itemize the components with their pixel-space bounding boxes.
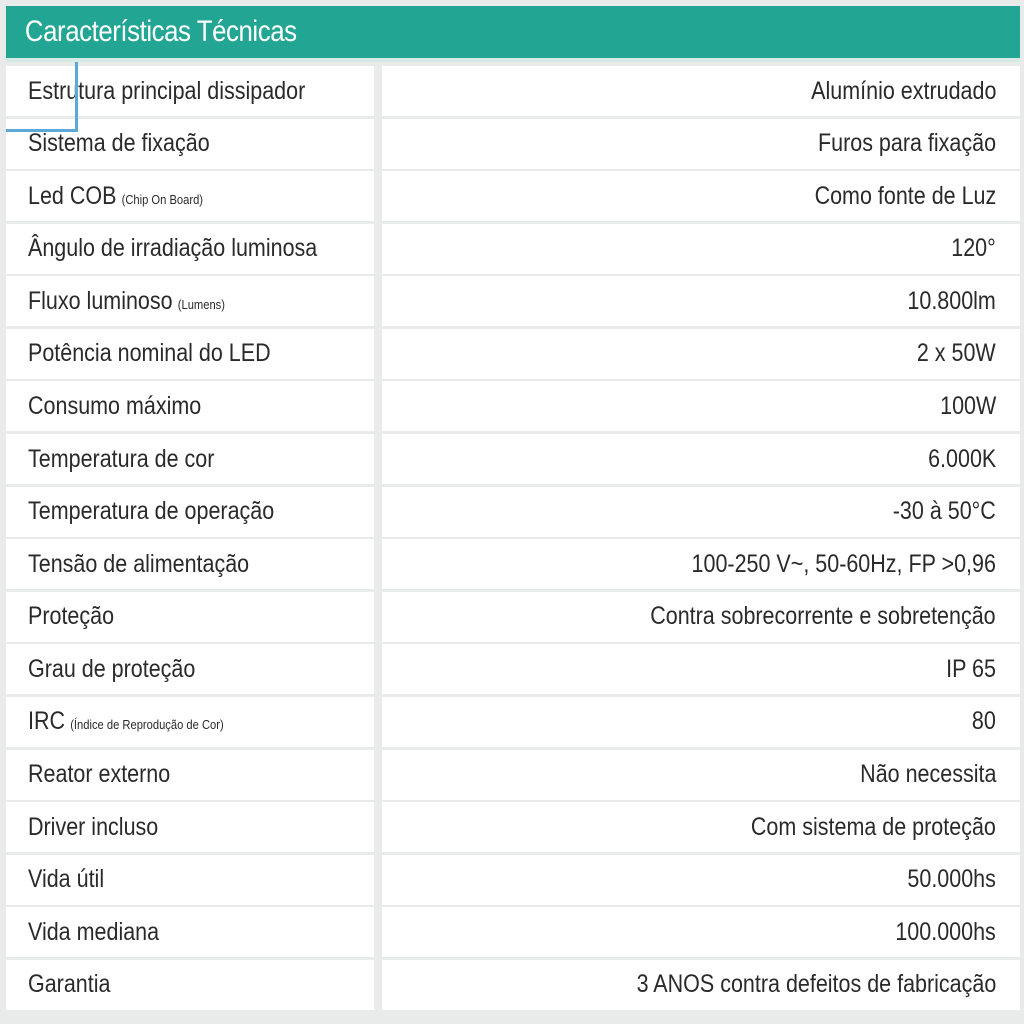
spec-value: 6.000K: [927, 444, 996, 473]
spec-value-cell: [382, 66, 1020, 116]
specs-title: Características Técnicas: [24, 15, 297, 48]
spec-label: Temperatura de cor: [28, 444, 215, 473]
spec-note: (Índice de Reprodução de Cor): [70, 717, 224, 733]
spec-value-cell: [382, 171, 1020, 221]
spec-value: Contra sobrecorrente e sobretenção: [650, 602, 996, 631]
spec-value: 80: [972, 707, 996, 736]
spec-value-cell: [382, 750, 1020, 800]
spec-row: [6, 171, 1020, 221]
spec-label-cell: [6, 592, 374, 642]
spec-value-cell: [382, 539, 1020, 589]
spec-value: Não necessita: [859, 760, 996, 789]
spec-row: [6, 487, 1020, 537]
spec-value: 100.000hs: [895, 917, 996, 946]
spec-value-cell: [382, 644, 1020, 694]
spec-row: [6, 750, 1020, 800]
spec-value: 2 x 50W: [917, 339, 996, 368]
spec-label-cell: [6, 329, 374, 379]
spec-label: Temperatura de operação: [28, 497, 275, 526]
spec-value: Alumínio extrudado: [810, 76, 996, 105]
spec-row: [6, 697, 1020, 747]
spec-label-cell: [6, 119, 374, 169]
spec-label: Led COB: [28, 181, 117, 210]
spec-label-cell: [6, 855, 374, 905]
spec-row: [6, 119, 1020, 169]
spec-label-cell: [6, 907, 374, 957]
spec-label: Garantia: [28, 970, 111, 999]
spec-value-cell: [382, 224, 1020, 274]
spec-value-cell: [382, 802, 1020, 852]
spec-value: -30 à 50°C: [892, 497, 996, 526]
spec-value-cell: [382, 329, 1020, 379]
spec-value: 3 ANOS contra defeitos de fabricação: [636, 970, 996, 999]
spec-label-cell: [6, 381, 374, 431]
spec-row: [6, 802, 1020, 852]
spec-label: Tensão de alimentação: [28, 549, 250, 578]
spec-label-cell: [6, 434, 374, 484]
spec-label-cell: [6, 276, 374, 326]
spec-row: [6, 644, 1020, 694]
spec-row: [6, 539, 1020, 589]
spec-label: Proteção: [28, 602, 115, 631]
spec-value-cell: [382, 119, 1020, 169]
spec-label: Consumo máximo: [28, 391, 202, 420]
spec-value: Com sistema de proteção: [751, 812, 996, 841]
spec-label: IRC: [28, 707, 66, 736]
spec-label: Vida útil: [28, 865, 105, 894]
spec-label-cell: [6, 487, 374, 537]
spec-value: Furos para fixação: [817, 129, 996, 158]
spec-note: (Chip On Board): [121, 191, 204, 207]
spec-label-cell: [6, 697, 374, 747]
spec-note: (Lumens): [177, 296, 225, 312]
spec-row: [6, 855, 1020, 905]
spec-value: IP 65: [946, 654, 996, 683]
spec-row: [6, 907, 1020, 957]
spec-value: 50.000hs: [907, 865, 996, 894]
spec-row: [6, 66, 1020, 116]
spec-label: Sistema de fixação: [28, 129, 210, 158]
spec-value: 100-250 V~, 50-60Hz, FP >0,96: [691, 549, 996, 578]
spec-value-cell: [382, 592, 1020, 642]
spec-value: 120°: [951, 234, 996, 263]
spec-value-cell: [382, 381, 1020, 431]
spec-label-cell: [6, 66, 374, 116]
spec-value: Como fonte de Luz: [814, 181, 996, 210]
spec-row: [6, 434, 1020, 484]
spec-value-cell: [382, 697, 1020, 747]
spec-label: Vida mediana: [28, 917, 160, 946]
spec-label: Grau de proteção: [28, 654, 196, 683]
spec-row: [6, 592, 1020, 642]
spec-label-cell: [6, 644, 374, 694]
spec-value: 100W: [939, 391, 996, 420]
spec-row: [6, 960, 1020, 1010]
spec-value-cell: [382, 855, 1020, 905]
spec-label: Driver incluso: [28, 812, 159, 841]
spec-label: Ângulo de irradiação luminosa: [28, 234, 318, 263]
spec-value-cell: [382, 487, 1020, 537]
spec-label-cell: [6, 750, 374, 800]
spec-label-cell: [6, 802, 374, 852]
spec-row: [6, 276, 1020, 326]
spec-value: 10.800lm: [907, 286, 996, 315]
spec-label: Potência nominal do LED: [28, 339, 271, 368]
spec-row: [6, 329, 1020, 379]
spec-value-cell: [382, 960, 1020, 1010]
spec-value-cell: [382, 276, 1020, 326]
spec-label: Reator externo: [28, 760, 171, 789]
spec-value-cell: [382, 434, 1020, 484]
spec-label: Estrutura principal dissipador: [28, 76, 306, 105]
spec-value-cell: [382, 907, 1020, 957]
specs-header: [6, 6, 1020, 62]
spec-label-cell: [6, 539, 374, 589]
spec-row: [6, 224, 1020, 274]
spec-row: [6, 381, 1020, 431]
spec-label: Fluxo luminoso: [28, 286, 173, 315]
specs-table: [6, 66, 1020, 1012]
spec-label-cell: [6, 171, 374, 221]
spec-label-cell: [6, 960, 374, 1010]
spec-label-cell: [6, 224, 374, 274]
